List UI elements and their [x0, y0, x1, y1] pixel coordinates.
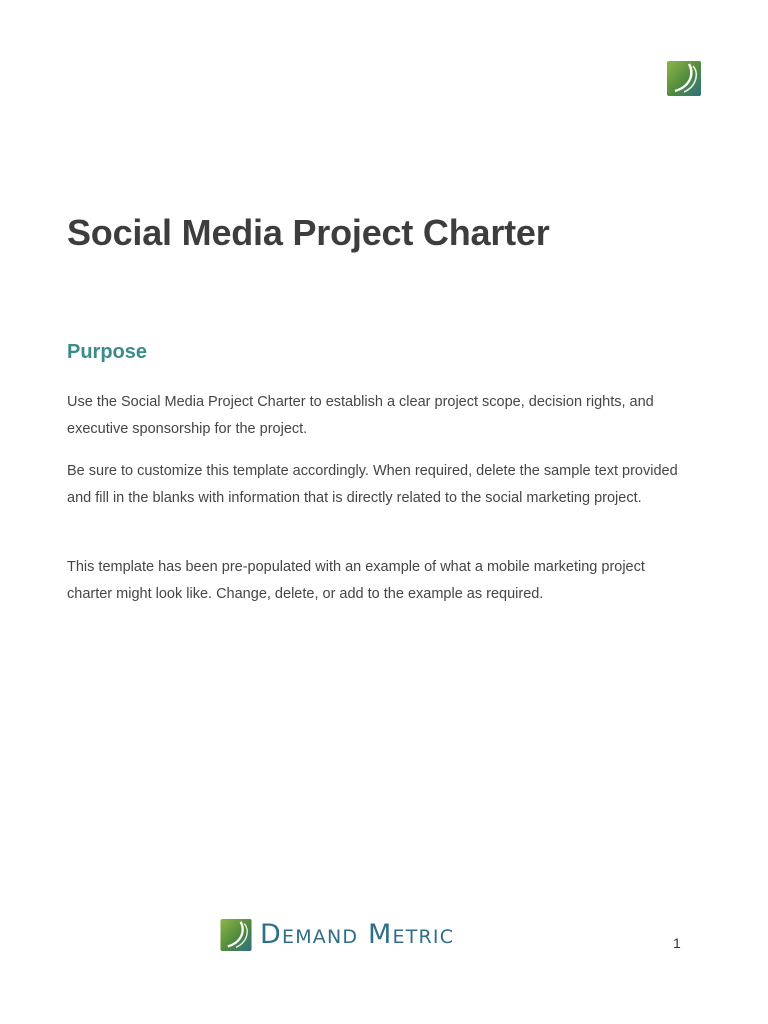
section-heading-purpose: Purpose	[67, 341, 148, 363]
page-number: 1	[673, 935, 681, 951]
footer-logo-icon	[220, 919, 252, 951]
paragraph-3: This template has been pre-populated with an example of what a mobile marketing project charter might look like. Change, delete, or add to the example as required.	[67, 559, 645, 602]
footer-brand-name: Demand Metric	[260, 919, 455, 950]
footer-brand	[220, 918, 454, 952]
document-title: Social Media Project Charter	[67, 212, 550, 253]
paragraph-2: Be sure to customize this template accordingly. When required, delete the sample text provided and fill in the blanks with information that is directly related to the social marketing project.	[67, 463, 678, 506]
paragraph-1: Use the Social Media Project Charter to establish a clear project scope, decision rights, and executive sponsorship for the project.	[67, 394, 654, 437]
header-logo-icon	[667, 61, 701, 96]
